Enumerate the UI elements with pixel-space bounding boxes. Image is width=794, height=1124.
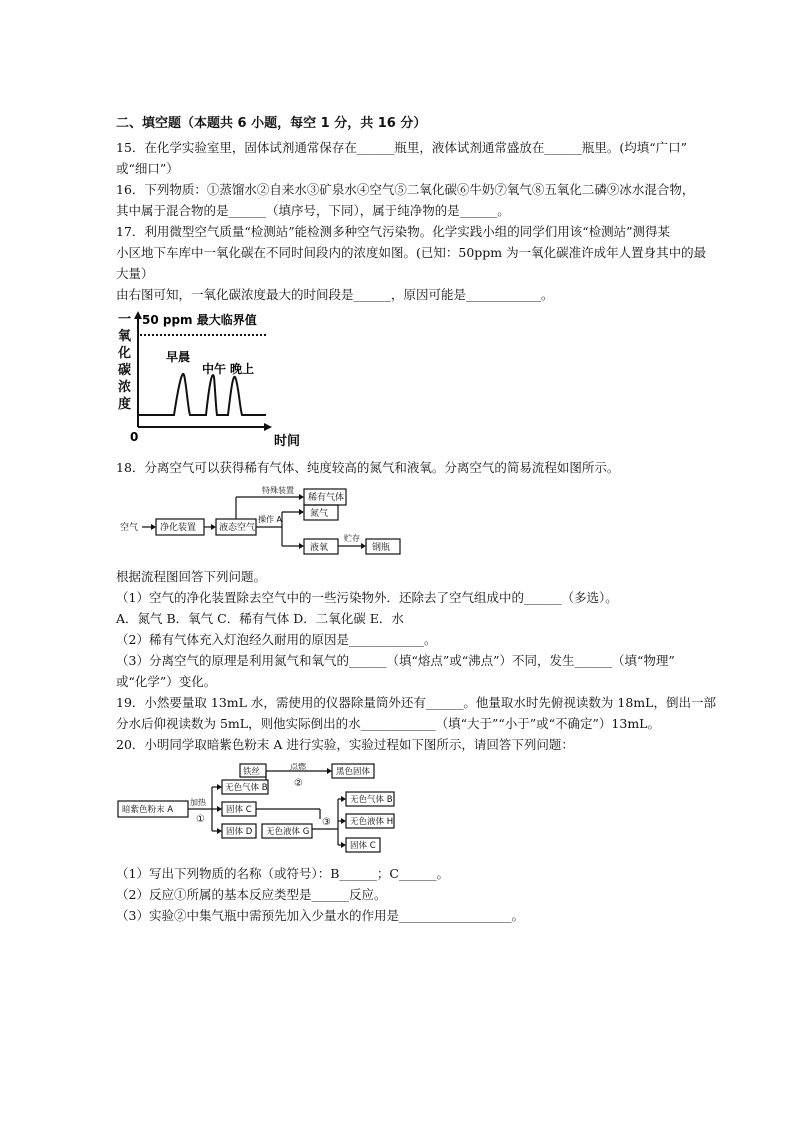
annotation-evening: 晚上: [230, 362, 255, 376]
chart-ylabel-char: 化: [118, 346, 132, 361]
chart-ylabel: [117, 312, 132, 412]
q20-liquid-g: 无色液体 G: [266, 827, 310, 837]
q20-wire: 铁丝: [243, 767, 261, 777]
q20-gas-b2: 无色气体 B: [350, 795, 393, 805]
q18-line3: （1）空气的净化装置除去空气中的一些污染物外．还除去了空气组成中的______（多选）。: [116, 590, 618, 605]
flow-storage: 贮存: [344, 534, 360, 543]
chart-ylabel-char: 氧: [118, 329, 132, 344]
q20-liquid-h: 无色液体 H: [350, 817, 394, 827]
q18-line5: （2）稀有气体充入灯泡经久耐用的原因是____________。: [116, 632, 437, 647]
q20-flow-svg: [116, 763, 416, 857]
q20-solid-d: 固体 D: [226, 827, 253, 837]
q20-heat: 加热: [190, 798, 206, 807]
q18-line4: A．氮气 B．氧气 C．稀有气体 D．二氧化碳 E．水: [116, 611, 404, 626]
flow-op-a: 操作 A: [258, 515, 283, 524]
flow-air: 空气: [120, 523, 139, 533]
q20-powder-a: 暗紫色粉末 A: [122, 805, 174, 815]
flow-special: 特殊装置: [262, 486, 294, 495]
q15-line1: 15．在化学实验室里，固体试剂通常保存在______瓶里，液体试剂通常盛放在______瓶里。(均填“广口”: [116, 140, 688, 155]
annotation-morning: 早晨: [166, 350, 191, 364]
flow-rare-gas: 稀有气体: [308, 493, 345, 503]
origin-label: 0: [130, 430, 139, 444]
q19-line1: 19．小然要量取 13mL 水，需使用的仪器除量筒外还有______。他量取水时先俯视读数为 18mL，倒出一部: [116, 695, 716, 710]
chart-ylabel-char: 浓: [118, 380, 132, 395]
air-separation-flow: [116, 484, 686, 562]
chart-ylabel-char: 碳: [118, 363, 132, 378]
flow-purifier: 净化装置: [160, 523, 197, 533]
section-title: 二、填空题（本题共 6 小题，每空 1 分，共 16 分）: [116, 116, 427, 131]
question-16: [116, 179, 695, 221]
q20-solid-c2: 固体 C: [350, 841, 376, 851]
q15-line2: 或“细口”）: [116, 161, 179, 176]
powder-a-flow: [116, 763, 686, 857]
y-axis-arrow: [134, 311, 142, 319]
q16-line2: 其中属于混合物的是______（填序号，下同），属于纯净物的是______。: [116, 203, 510, 218]
chart-xlabel: 时间: [274, 434, 301, 449]
question-20: [116, 734, 686, 926]
q20-step1: ①: [196, 814, 205, 825]
q20-gas-b: 无色气体 B: [225, 783, 268, 793]
q20-solid-c: 固体 C: [226, 805, 252, 815]
co-chart-svg: [116, 309, 316, 457]
q18-line2: 根据流程图回答下列问题。: [116, 569, 267, 584]
question-19: [116, 692, 716, 734]
co-chart: [116, 309, 686, 457]
q20-line2: （1）写出下列物质的名称（或符号）：B______；C______。: [116, 866, 449, 881]
q17-line4: 由右图可知，一氧化碳浓度最大的时间段是______，原因可能是____________。: [116, 287, 554, 302]
q20-line1: 20．小明同学取暗紫色粉末 A 进行实验，实验过程如下图所示，请回答下列问题：: [116, 737, 574, 752]
exam-page: [116, 104, 716, 926]
chart-ylabel-char: 一: [118, 312, 132, 327]
q17-line2: 小区地下车库中一氧化碳在不同时间段内的浓度如图。(已知：50ppm 为一氧化碳准许成年人置身其中的最: [116, 245, 707, 260]
q19-line2: 分水后仰视读数为 5mL，则他实际倒出的水____________（填“大于”“小于”或“不确定”）13mL。: [116, 716, 660, 731]
flow-liquid-oxygen: 液氧: [310, 543, 329, 553]
air-flow-svg: [116, 484, 416, 562]
x-axis-arrow: [264, 423, 272, 431]
chart-ylabel-text: [117, 312, 132, 412]
chart-ylabel-char: 度: [118, 397, 132, 412]
q18-line7: 或“化学”）变化。: [116, 674, 217, 689]
question-15: [116, 137, 686, 179]
question-18: [116, 457, 686, 692]
q17-line1: 17．利用微型空气质量“检测站”能检测多种空气污染物。化学实践小组的同学们用该“检测站”测得某: [116, 224, 670, 239]
q18-line6: （3）分离空气的原理是利用氮气和氧气的______（填“熔点”或“沸点”）不同，发生______（填“物理”: [116, 653, 675, 668]
co-curve: [138, 374, 266, 415]
q20-line3: （2）反应①所属的基本反应类型是______反应。: [116, 887, 387, 902]
q20-ignite: 点燃: [290, 763, 306, 771]
q17-line3: 大量）: [116, 266, 154, 281]
q18-line1: 18．分离空气可以获得稀有气体、纯度较高的氮气和液氧。分离空气的简易流程如图所示。: [116, 460, 620, 475]
annotation-noon: 中午: [202, 362, 227, 376]
threshold-label: 50 ppm 最大临界值: [142, 313, 257, 327]
question-17: [116, 221, 707, 305]
q20-step3: ③: [322, 817, 331, 828]
q20-step2: ②: [294, 778, 303, 789]
q20-line4: （3）实验②中集气瓶中需预先加入少量水的作用是__________________。: [116, 908, 524, 923]
q20-black-solid: 黑色固体: [336, 767, 371, 777]
q16-line1: 16．下列物质：①蒸馏水②自来水③矿泉水④空气⑤二氧化碳⑥牛奶⑦氧气⑧五氧化二磷⑨冰水混合物，: [116, 182, 695, 197]
flow-liquid-air: 液态空气: [219, 523, 256, 533]
flow-cylinder: 钢瓶: [372, 543, 391, 553]
flow-nitrogen: 氮气: [310, 509, 329, 519]
